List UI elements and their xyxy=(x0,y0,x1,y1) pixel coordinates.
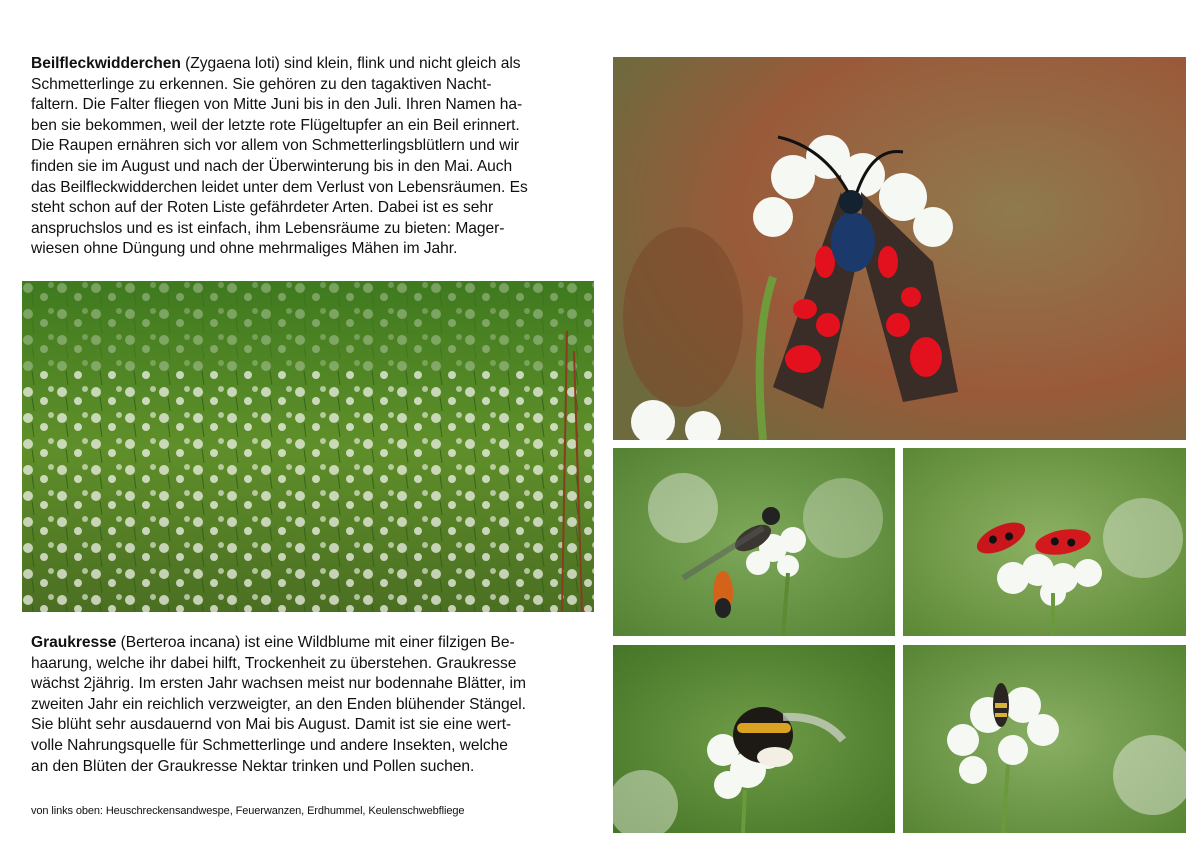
beilfleckwidderchen-title: Beilfleckwidderchen xyxy=(31,55,181,72)
beilfleckwidderchen-text: (Zygaena loti) sind klein, flink und nicht gleich als Schmetterlinge zu erkennen. Sie gehören zu den tagaktiven Nacht- faltern. Die Falter fliegen von Mitte Juni bis in den Juli. Ihren Namen ha- ben sie bekommen, weil der letzte rote Flügeltupfer an ein Beil erinnert. Die Raupen ernähren sich vor allem von Schmetterlingsblütlern und wir finden sie im August und nach der Überwinterung bis in den Mai. Auch das Beilfleckwidderchen leidet unter dem Verlust von Lebensräumen. Es steht schon auf der Roten Liste gefährdeter Arten. Dabei ist es sehr anspruchslos und es ist einfach, ihm Lebensräume zu bieten: Mager- wiesen ohne Düngung und ohne mehrmaliges Mähen im Jahr. xyxy=(31,55,528,258)
graukresse-text: (Berteroa incana) ist eine Wildblume mit einer filzigen Be- haarung, welche ihr dabei hilft, Trockenheit zu überstehen. Graukresse wächst 2jährig. Im ersten Jahr wachsen meist nur bodennahe Blätter, im zweiten Jahr ein reichlich verzweigter, an den Enden blühender Stängel. Sie blüht sehr ausdauernd von Mai bis August. Damit ist sie eine wert- volle Nahrungsquelle für Schmetterlinge und andere Insekten, welche an den Blüten der Graukresse Nektar trinken und Pollen suchen. xyxy=(31,634,526,775)
beilfleckwidderchen-photo xyxy=(613,57,1186,440)
graukresse-paragraph xyxy=(31,633,616,777)
beilfleckwidderchen-paragraph xyxy=(31,54,616,260)
heuschreckensandwespe-photo xyxy=(613,448,895,636)
graukresse-meadow-photo xyxy=(22,281,594,612)
graukresse-title: Graukresse xyxy=(31,634,117,651)
photo-caption: von links oben: Heuschreckensandwespe, Feuerwanzen, Erdhummel, Keulenschwebfliege xyxy=(31,805,465,817)
keulenschwebfliege-photo xyxy=(903,645,1186,833)
feuerwanzen-photo xyxy=(903,448,1186,636)
erdhummel-photo xyxy=(613,645,895,833)
